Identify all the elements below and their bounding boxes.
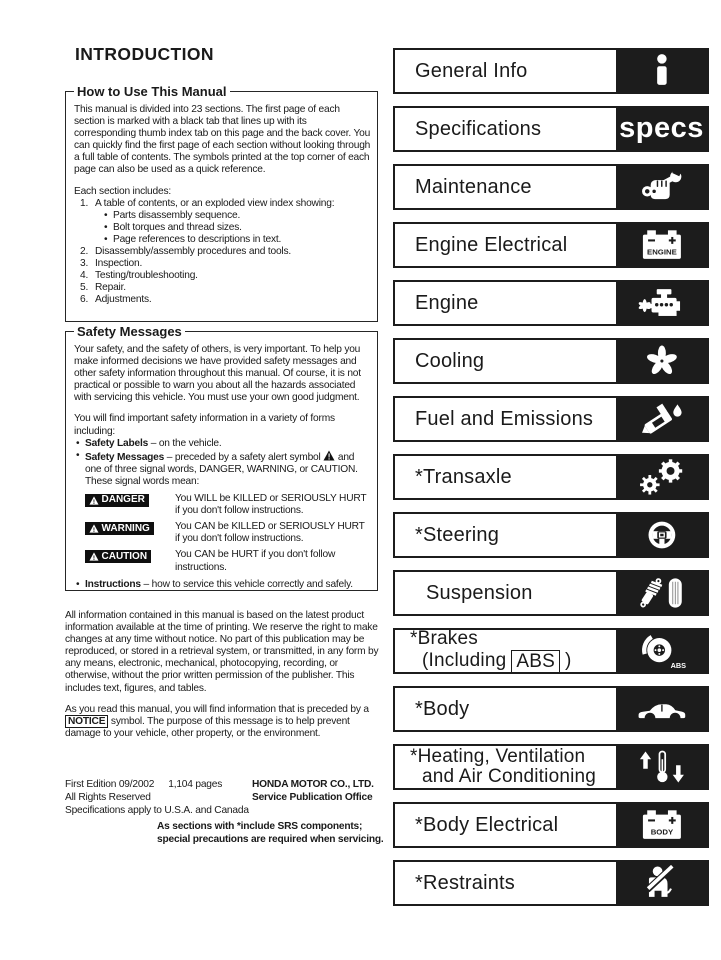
how-to-use-title: How to Use This Manual [77,84,227,99]
tab-cooling[interactable]: Cooling [393,338,709,384]
svg-text:ENGINE: ENGINE [646,247,677,257]
specs-wordmark-icon: specs [616,108,707,150]
svg-text:!: ! [92,555,96,562]
gears-icon [616,456,707,498]
engine-icon [616,282,707,324]
safety-alert-triangle-icon [323,450,335,461]
body-battery-icon [616,804,707,846]
copyright-paragraph: All information contained in this manual is based on the latest product information available at the time of printing. We reserve the right to make changes at any time without notice. No part of this publication may be reproduced, or stored in a retrieval system, or transmitted, in any form by any means, electronic, mechanical, photocopying, recording, or otherwise, without the prior written permission of the publisher. This includes text, figures, and tables. [65,610,379,694]
tab-engine[interactable]: Engine [393,280,709,326]
hand-wrench-icon [616,166,707,208]
tab-fuel-and-emissions[interactable]: Fuel and Emissions [393,396,709,442]
list-item: 4. Testing/troubleshooting. [80,270,198,282]
safety-messages-bullet: • Safety Messages – preceded by a safety alert symbol ! and one of three signal words, DANGER, WARNING, or CAUTION. These signal words mean: [74,450,371,488]
safety-labels-bullet: • Safety Labels – on the vehicle. [74,438,371,450]
tab-general-info[interactable]: General Info [393,48,709,94]
brake-disc-abs-icon [616,630,707,672]
publisher-block [252,779,392,805]
tab-suspension[interactable]: Suspension [393,570,709,616]
list-item: 5. Repair. [80,282,126,294]
fuel-nozzle-icon [616,398,707,440]
engine-battery-icon [616,224,707,266]
tab-specifications[interactable]: Specifications specs [393,106,709,152]
safety-messages-title: Safety Messages [77,324,182,339]
tab-transaxle[interactable]: *Transaxle [393,454,709,500]
publisher-name: HONDA MOTOR CO., LTD. [252,779,374,790]
how-to-use-paragraph: This manual is divided into 23 sections. The first page of each section is marked with a black tab that lines up with its corresponding thumb index tab on this page and the back cover. You can quickly find the first page of each section without looking through a full table of contents. The symbols printed at the top corner of each page can also be used as a quick reference. [74,104,371,176]
srs-note: As sections with *include SRS components; special precautions are required when servicing. [157,821,384,845]
svg-text:!: ! [92,527,96,534]
caution-badge: ! CAUTION [85,550,151,563]
temperature-arrows-icon [616,746,707,788]
safety-messages-panel [65,324,378,591]
page-title: INTRODUCTION [75,44,214,64]
list-item: 3. Inspection. [80,258,143,270]
notice-paragraph: As you read this manual, you will find information that is preceded by a NOTICE symbol. The purpose of this message is to help prevent damage to your vehicle, other property, or the environment. [65,703,369,739]
danger-text: You WILL be KILLED or SERIOUSLY HURT if you don't follow instructions. [175,493,367,517]
list-subitem: • Parts disassembly sequence. [74,210,371,222]
seat-belt-icon [616,862,707,904]
tab-body[interactable]: *Body [393,686,709,732]
caution-text: You CAN be HURT if you don't follow instructions. [175,549,336,573]
edition-line: First Edition 09/2002 1,104 pages [65,779,223,790]
tab-restraints[interactable]: *Restraints [393,860,709,906]
rights-line: All Rights Reserved [65,791,151,803]
publisher-office: Service Publication Office [252,791,373,803]
abs-box: ABS [511,650,560,672]
car-silhouette-icon [616,688,707,730]
list-item: 6. Adjustments. [80,294,152,306]
steering-wheel-icon [616,514,707,556]
how-to-use-panel [65,84,378,322]
danger-badge: ! DANGER [85,494,149,507]
list-item: 1. A table of contents, or an exploded view index showing: [80,197,335,209]
tab-steering[interactable]: *Steering [393,512,709,558]
edition-block [65,779,383,817]
warning-badge: ! WARNING [85,522,154,535]
alert-triangle-icon [89,524,99,533]
info-icon [616,50,707,92]
safety-forms-intro: You will find important safety information in a variety of forms including: [74,413,335,437]
safety-paragraph: Your safety, and the safety of others, is very important. To help you make informed decisions we have provided safety messages and other safety information throughout this manual. Of course, it is not practical or possible to warn you about all the hazards associated with servicing this vehicle. You must use your own good judgment. [74,344,361,404]
svg-text:BODY: BODY [650,827,673,837]
applicability-line: Specifications apply to U.S.A. and Canada [65,804,249,816]
shock-absorber-tire-icon [616,572,707,614]
instructions-bullet: • Instructions – how to service this vehicle correctly and safely. [74,579,371,591]
legal-block [65,610,383,740]
signal-word-table [85,493,371,574]
section-includes-intro: Each section includes: [74,185,171,197]
tab-body-electrical[interactable]: *Body Electrical BODY [393,802,709,848]
cooling-fan-icon [616,340,707,382]
alert-triangle-icon [89,496,99,505]
tab-brakes[interactable]: *Brakes (Including ABS ) ABS [393,628,709,674]
list-subitem: • Page references to descriptions in text. [74,234,371,246]
notice-box: NOTICE [65,715,108,728]
alert-triangle-icon [89,552,99,561]
tab-heating-ventilation-ac[interactable]: *Heating, Ventilation and Air Conditioning [393,744,709,790]
svg-text:!: ! [327,452,331,461]
tab-engine-electrical[interactable]: Engine Electrical ENGINE [393,222,709,268]
thumb-index [393,48,709,906]
list-item: 2. Disassembly/assembly procedures and tools. [80,246,292,258]
svg-text:!: ! [92,498,96,506]
list-subitem: • Bolt torques and thread sizes. [74,222,371,234]
tab-maintenance[interactable]: Maintenance [393,164,709,210]
svg-text:ABS: ABS [670,660,686,670]
warning-text: You CAN be KILLED or SERIOUSLY HURT if you don't follow instructions. [175,521,365,545]
